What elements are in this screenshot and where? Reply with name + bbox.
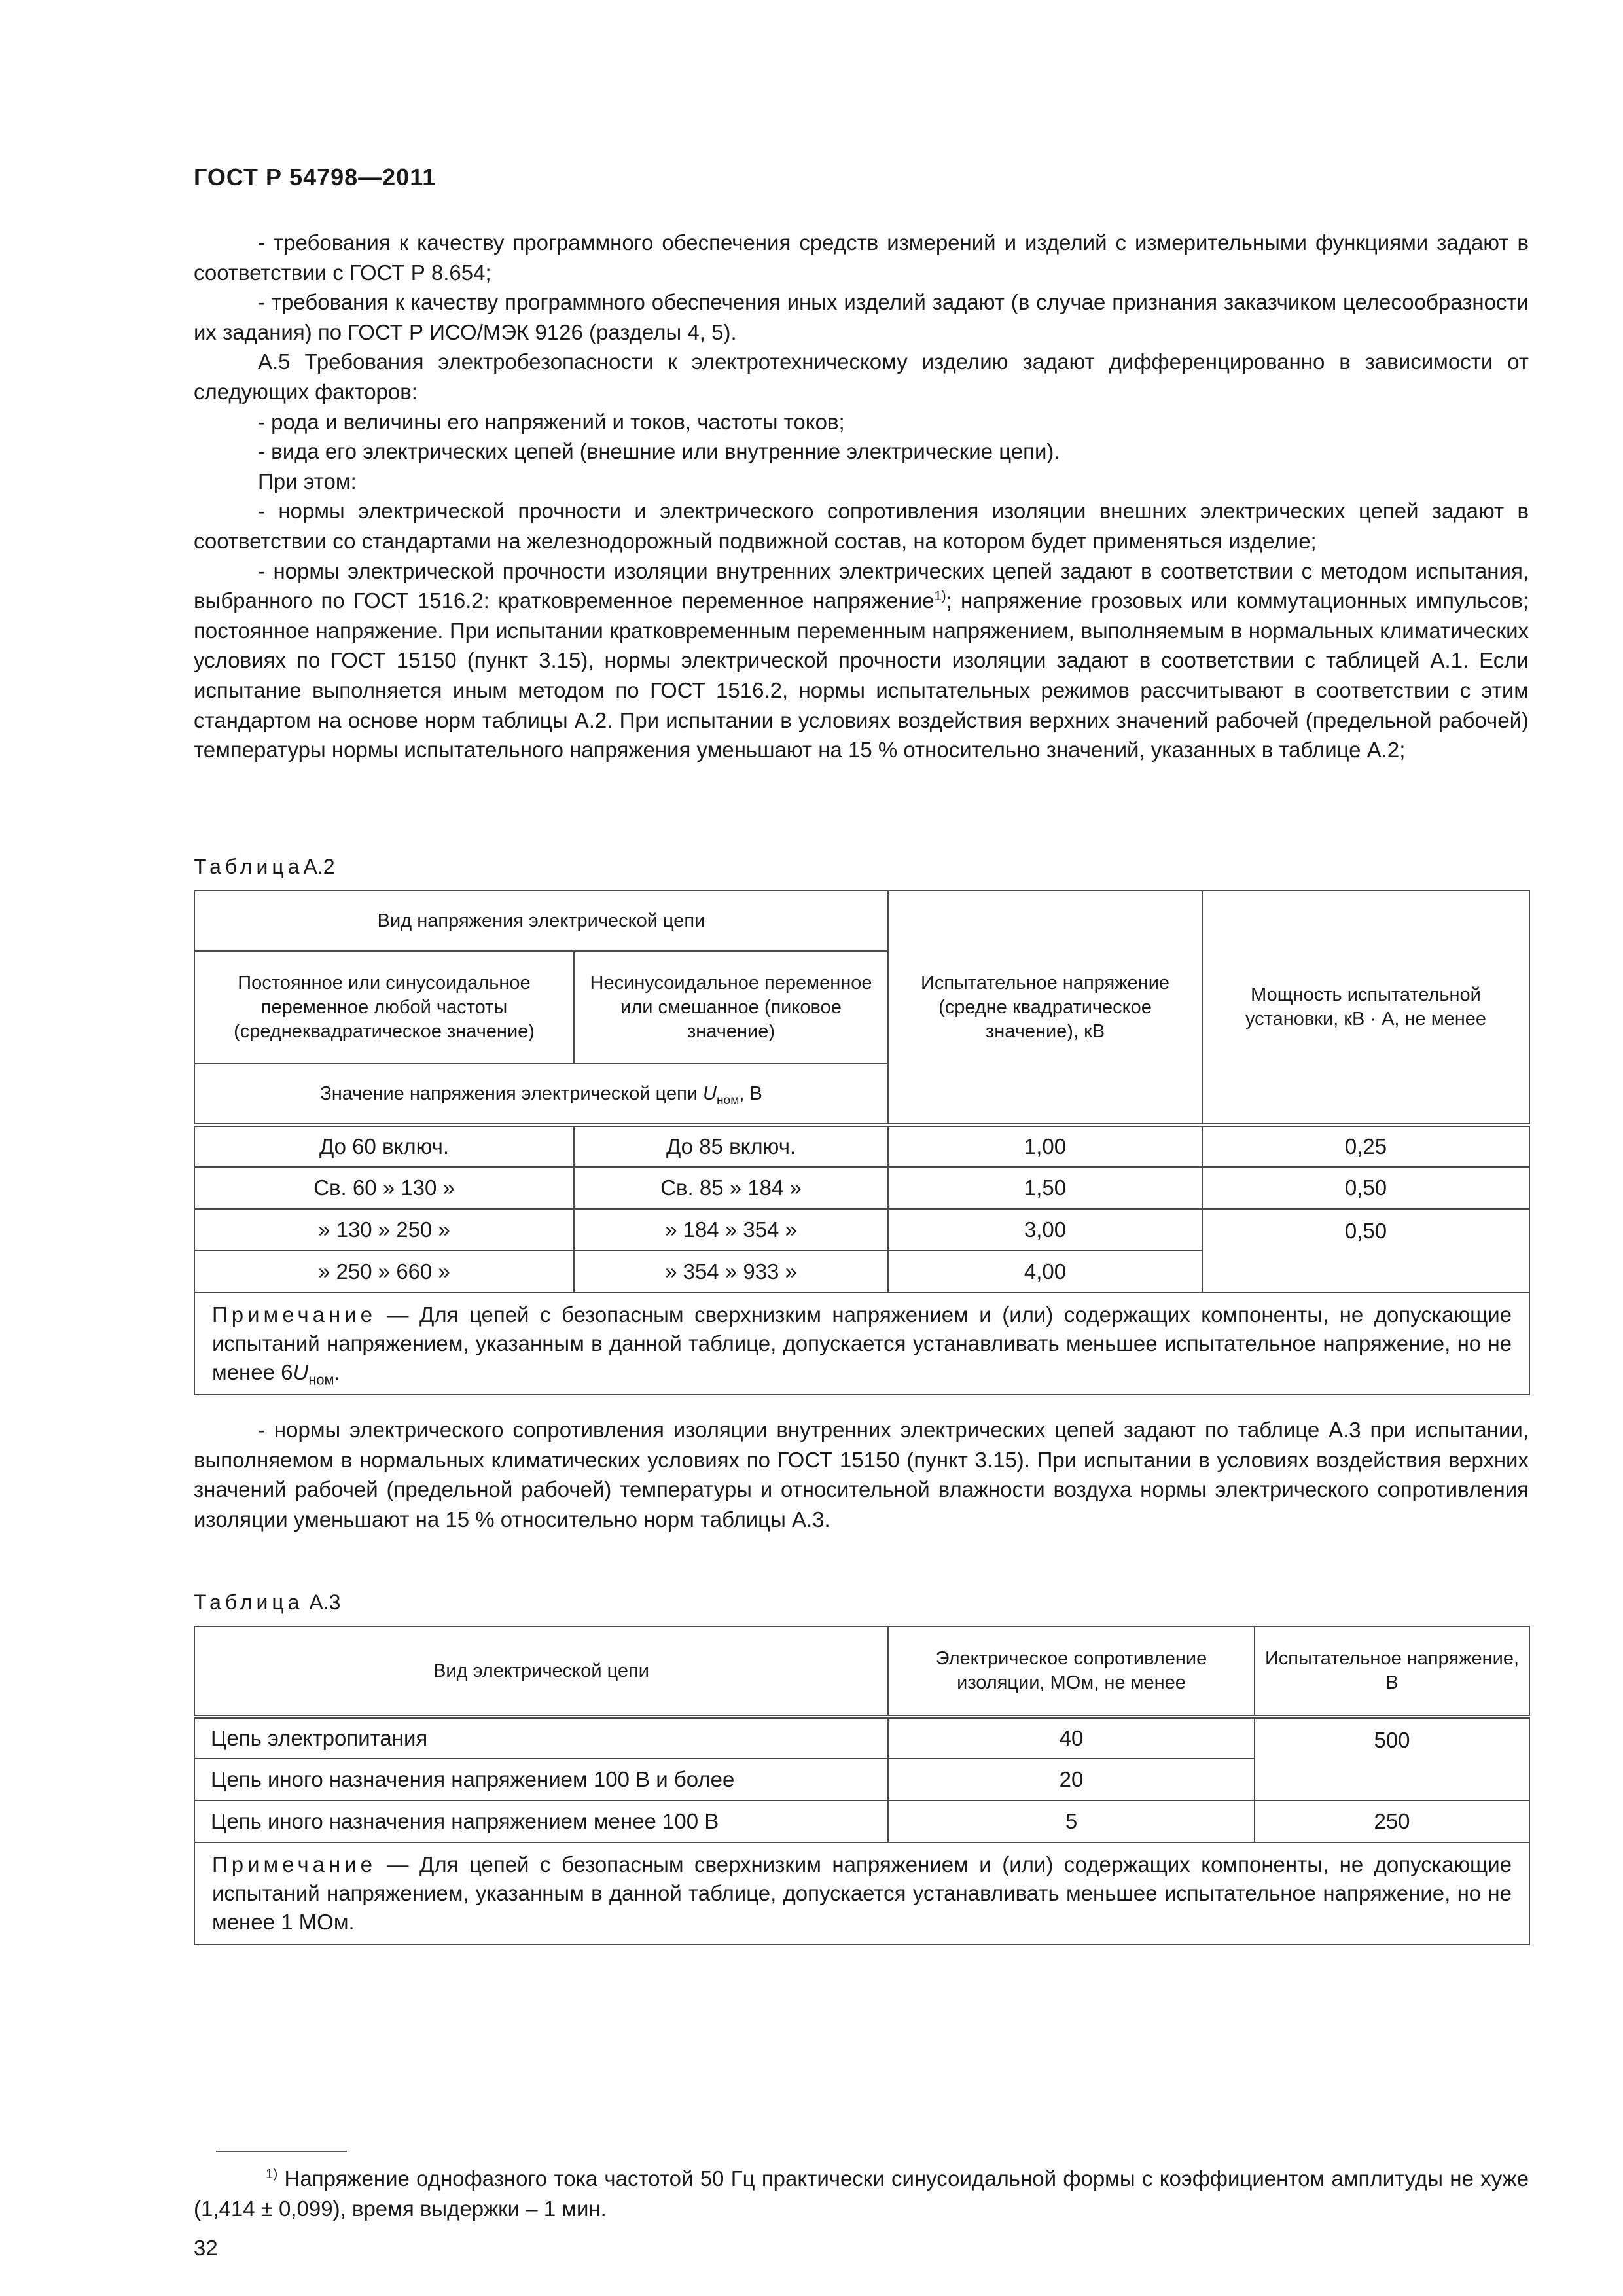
note-text: — Для цепей с безопасным сверхнизким напряжением и (или) содержащих компоненты, не допускающие испытаний напряжением, указанным в данной таблице, допускается устанавливать меньшее испытательное напряжение, но не менее 6 bbox=[212, 1302, 1512, 1384]
footnote-ref[interactable]: 1) bbox=[934, 588, 946, 604]
note-label: Примечание bbox=[212, 1302, 377, 1327]
paragraph: При этом: bbox=[258, 469, 357, 493]
table-note bbox=[194, 1293, 1529, 1395]
footnote-body: Напряжение однофазного тока частотой 50 Гц практически синусоидальной формы с коэффициентом амплитуды не хуже (1,414 ± 0,099), время выдержки – 1 мин. bbox=[194, 2166, 1529, 2221]
table-cell: Цепь иного назначения напряжением 100 В и более bbox=[194, 1759, 888, 1801]
table-cell: 1,50 bbox=[888, 1167, 1202, 1209]
header-text: , В bbox=[739, 1083, 762, 1104]
paragraph: А.5 Требования электробезопасности к электротехническому изделию задают дифференцированно в зависимости от следующих факторов: bbox=[194, 350, 1529, 404]
table-cell: Цепь электропитания bbox=[194, 1717, 888, 1759]
footnote bbox=[194, 2164, 1529, 2224]
paragraph: - вида его электрических цепей (внешние или внутренние электрические цепи). bbox=[258, 439, 1060, 464]
paragraph-part: ; напряжение грозовых или коммутационных импульсов; постоянное напряжение. При испытании кратковременным переменным напряжением, выполняемым в нормальных климатических условиях по ГОСТ 15150 (пункт 3.15), нормы электрической прочности изоляции задают в соответствии с таблицей А.1. Если испытание выполняется иным методом по ГОСТ 1516.2, нормы испытательных режимов рассчитывают в соответствии с этим стандартом на основе норм таблицы А.2. При испытании в условиях воздействия верхних значений рабочей (предельной рабочей) температуры нормы испытательного напряжения уменьшают на 15 % относительно значений, указанных в таблице А.2; bbox=[194, 588, 1529, 762]
body-text-middle bbox=[194, 1415, 1529, 1534]
caption-word: Таблица bbox=[194, 855, 304, 878]
table-header-cell: Несинусоидальное переменное или смешанное (пиковое значение) bbox=[574, 951, 888, 1064]
table-cell: » 250 » 660 » bbox=[194, 1251, 574, 1293]
paragraph: - нормы электрического сопротивления изоляции внутренних электрических цепей задают по таблице А.3 при испытании, выполняемом в нормальных климатических условиях по ГОСТ 15150 (пункт 3.15). При испытании в условиях воздействия верхних значений рабочей (предельной рабочей) температуры и относительной влажности воздуха нормы электрического сопротивления изоляции уменьшают на 15 % относительно норм таблицы А.3. bbox=[194, 1418, 1529, 1532]
table-cell: » 184 » 354 » bbox=[574, 1209, 888, 1251]
paragraph: - рода и величины его напряжений и токов, частоты токов; bbox=[258, 409, 845, 434]
table-cell: 4,00 bbox=[888, 1251, 1202, 1293]
body-text-top bbox=[194, 228, 1529, 765]
footnote-divider bbox=[216, 2151, 347, 2152]
note-text: U bbox=[293, 1360, 309, 1384]
table-a3 bbox=[194, 1626, 1530, 1945]
table-cell: 3,00 bbox=[888, 1209, 1202, 1251]
document-header: ГОСТ Р 54798—2011 bbox=[194, 164, 437, 190]
table-cell: 40 bbox=[888, 1717, 1255, 1759]
table-header-cell: Испытательное напряжение, В bbox=[1255, 1626, 1529, 1717]
footnote-text bbox=[194, 2164, 1529, 2224]
header-subscript: ном bbox=[717, 1093, 740, 1107]
table-header-cell: Мощность испытательной установки, кВ · А, не менее bbox=[1202, 891, 1529, 1125]
table-cell: До 60 включ. bbox=[194, 1125, 574, 1167]
caption-id: А.3 bbox=[309, 1590, 341, 1614]
table-cell: » 130 » 250 » bbox=[194, 1209, 574, 1251]
table-cell: 0,50 bbox=[1202, 1167, 1529, 1209]
note-text: — Для цепей с безопасным сверхнизким напряжением и (или) содержащих компоненты, не допускающие испытаний напряжением, указанным в данной таблице, допускается устанавливать меньшее испытательное напряжение, но не менее 1 МОм. bbox=[212, 1852, 1512, 1934]
caption-word: Таблица bbox=[194, 1590, 304, 1614]
table-cell: 500 bbox=[1255, 1717, 1529, 1801]
table-header-cell: Испытательное напряжение (средне квадратическое значение), кВ bbox=[888, 891, 1202, 1125]
table-cell: 1,00 bbox=[888, 1125, 1202, 1167]
table-cell: Св. 85 » 184 » bbox=[574, 1167, 888, 1209]
paragraph: - требования к качеству программного обеспечения средств измерений и изделий с измерительными функциями задают в соответствии с ГОСТ Р 8.654; bbox=[194, 230, 1529, 285]
table-header-cell: Электрическое сопротивление изоляции, МОм, не менее bbox=[888, 1626, 1255, 1717]
note-subscript: ном bbox=[308, 1371, 334, 1388]
table-a2-caption bbox=[194, 855, 335, 879]
paragraph: - требования к качеству программного обеспечения иных изделий задают (в случае признания заказчиком целесообразности их задания) по ГОСТ Р ИСО/МЭК 9126 (разделы 4, 5). bbox=[194, 290, 1529, 344]
table-note bbox=[194, 1842, 1529, 1945]
table-cell: 0,25 bbox=[1202, 1125, 1529, 1167]
header-text: U bbox=[703, 1083, 717, 1104]
page-number: 32 bbox=[194, 2236, 218, 2260]
paragraph bbox=[194, 556, 1529, 765]
paragraph: - нормы электрической прочности и электрического сопротивления изоляции внешних электрических цепей задают в соответствии со стандартами на железнодорожный подвижной состав, на котором будет применяться изделие; bbox=[194, 499, 1529, 553]
table-cell: Св. 60 » 130 » bbox=[194, 1167, 574, 1209]
table-cell: » 354 » 933 » bbox=[574, 1251, 888, 1293]
table-cell: 250 bbox=[1255, 1801, 1529, 1842]
table-a2 bbox=[194, 890, 1530, 1395]
caption-id: А.2 bbox=[303, 855, 335, 878]
table-header-cell bbox=[194, 1064, 888, 1125]
table-cell: 5 bbox=[888, 1801, 1255, 1842]
table-cell: 20 bbox=[888, 1759, 1255, 1801]
table-header-cell: Вид электрической цепи bbox=[194, 1626, 888, 1717]
header-text: Значение напряжения электрической цепи bbox=[320, 1083, 704, 1104]
paragraph-part: - нормы электрической прочности изоляции внутренних электрических цепей задают в соответствии с методом испытания, выбранного по ГОСТ 1516.2: кратковременное переменное напряжение bbox=[194, 558, 1529, 613]
table-header-cell: Постоянное или синусоидальное переменное любой частоты (среднеквадратическое значение) bbox=[194, 951, 574, 1064]
table-cell: Цепь иного назначения напряжением менее 100 В bbox=[194, 1801, 888, 1842]
footnote-marker: 1) bbox=[266, 2166, 278, 2181]
table-header-cell: Вид напряжения электрической цепи bbox=[194, 891, 888, 951]
note-text: . bbox=[334, 1360, 340, 1384]
table-cell: До 85 включ. bbox=[574, 1125, 888, 1167]
table-a3-caption bbox=[194, 1590, 340, 1615]
note-label: Примечание bbox=[212, 1852, 377, 1876]
table-cell: 0,50 bbox=[1202, 1209, 1529, 1293]
